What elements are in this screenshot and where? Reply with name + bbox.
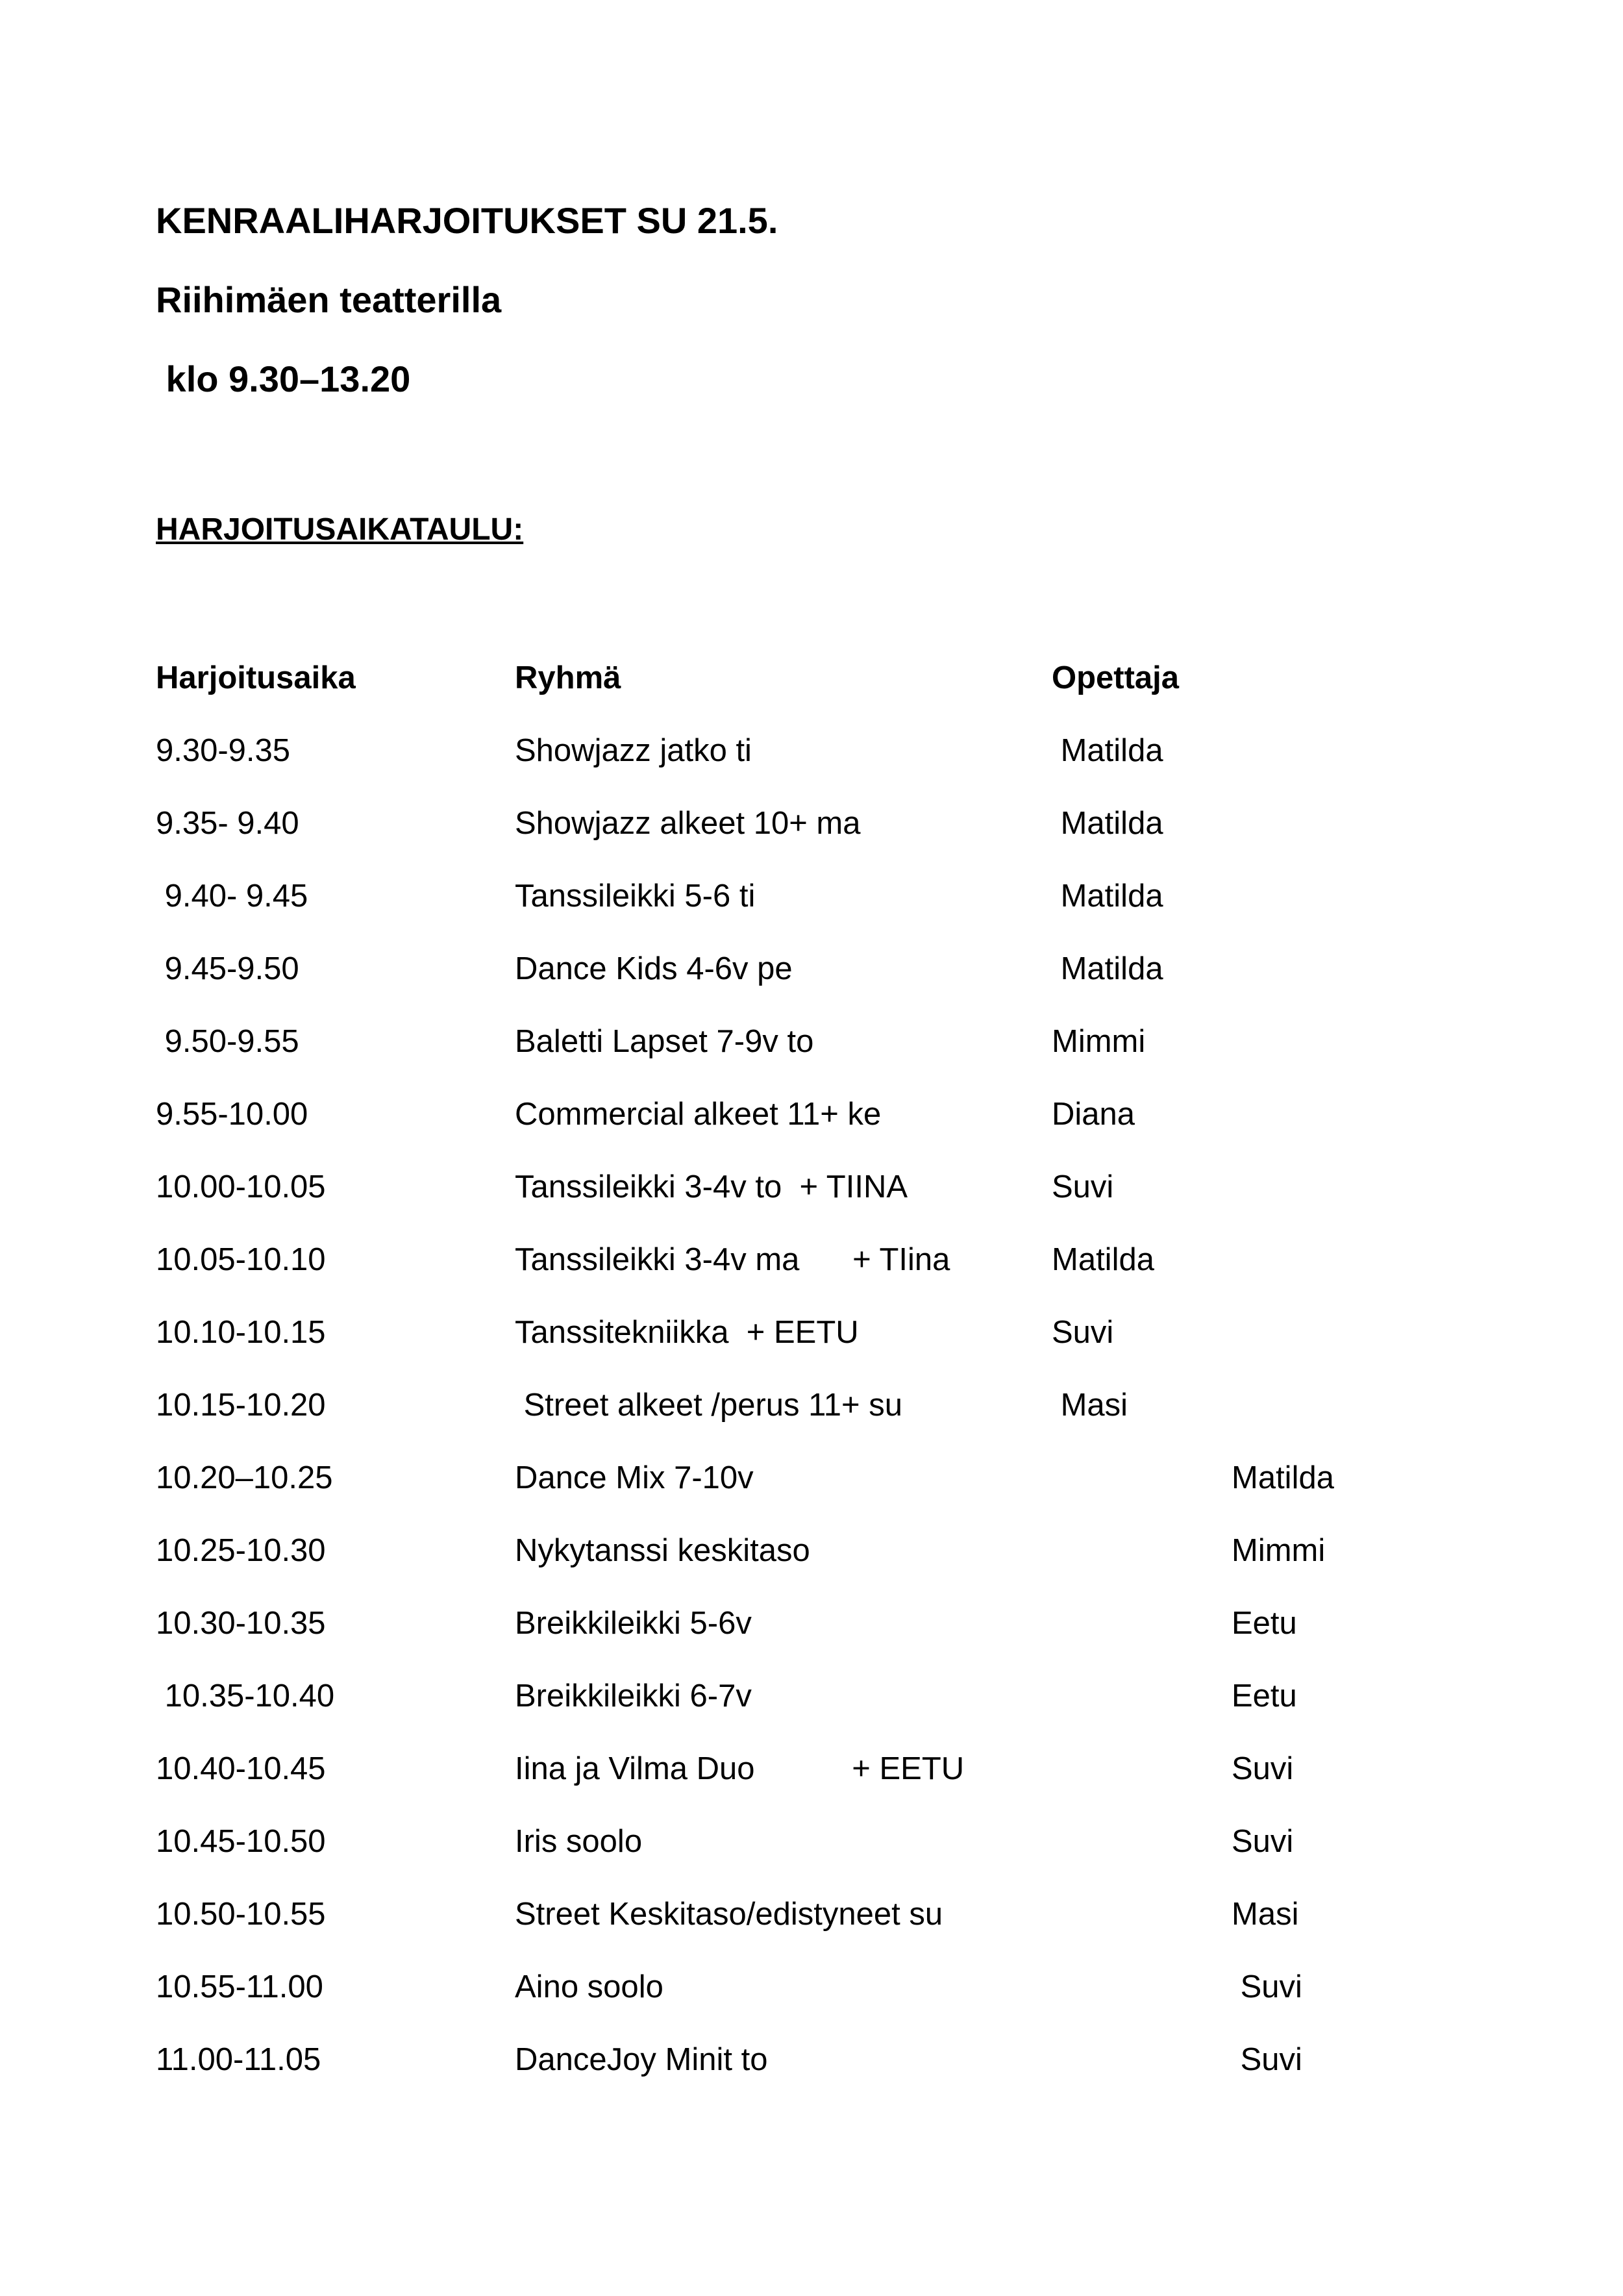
header-teacher: Opettaja: [1052, 660, 1180, 695]
row-teacher: Mimmi: [1052, 1024, 1146, 1059]
row-time: 10.40-10.45: [156, 1751, 326, 1786]
row-teacher: Masi: [1052, 1388, 1128, 1423]
row-group: Commercial alkeet 11+ ke: [515, 1097, 882, 1132]
row-group: Breikkileikki 6-7v: [515, 1678, 752, 1714]
row-teacher: Suvi: [1052, 1315, 1114, 1350]
row-teacher: Matilda: [1232, 1460, 1334, 1495]
row-group: Tanssileikki 3-4v ma + TIina: [515, 1242, 950, 1277]
row-teacher: Matilda: [1052, 951, 1163, 986]
row-time: 10.45-10.50: [156, 1824, 326, 1859]
row-time: 10.00-10.05: [156, 1169, 326, 1204]
row-group: Tanssileikki 5-6 ti: [515, 879, 756, 914]
row-group: Street alkeet /perus 11+ su: [515, 1388, 902, 1423]
row-time: 10.25-10.30: [156, 1533, 326, 1568]
row-time: 9.40- 9.45: [156, 879, 308, 914]
row-group: Dance Mix 7-10v: [515, 1460, 754, 1495]
row-time: 9.50-9.55: [156, 1024, 299, 1059]
row-time: 10.50-10.55: [156, 1897, 326, 1932]
row-time: 9.55-10.00: [156, 1097, 308, 1132]
row-teacher: Suvi: [1232, 1824, 1294, 1859]
row-teacher: Suvi: [1232, 2042, 1302, 2077]
row-group: Tanssileikki 3-4v to + TIINA: [515, 1169, 908, 1204]
row-teacher: Suvi: [1232, 1751, 1294, 1786]
row-teacher: Suvi: [1052, 1169, 1114, 1204]
row-group: Baletti Lapset 7-9v to: [515, 1024, 814, 1059]
section-title: HARJOITUSAIKATAULU:: [156, 512, 524, 547]
document-time: klo 9.30–13.20: [156, 358, 411, 399]
row-time: 10.55-11.00: [156, 1969, 323, 2004]
row-teacher: Diana: [1052, 1097, 1135, 1132]
row-group: Dance Kids 4-6v pe: [515, 951, 793, 986]
row-group: Nykytanssi keskitaso: [515, 1533, 810, 1568]
row-group: Showjazz jatko ti: [515, 733, 752, 768]
row-group: Aino soolo: [515, 1969, 663, 2004]
row-time: 9.45-9.50: [156, 951, 299, 986]
row-time: 9.35- 9.40: [156, 806, 299, 841]
row-teacher: Eetu: [1232, 1606, 1297, 1641]
row-time: 10.15-10.20: [156, 1388, 326, 1423]
row-group: Iina ja Vilma Duo + EETU: [515, 1751, 965, 1786]
document-location: Riihimäen teatterilla: [156, 279, 502, 320]
row-time: 10.10-10.15: [156, 1315, 326, 1350]
row-group: Tanssitekniikka + EETU: [515, 1315, 859, 1350]
row-teacher: Matilda: [1052, 879, 1163, 914]
row-group: Street Keskitaso/edistyneet su: [515, 1897, 943, 1932]
row-group: DanceJoy Minit to: [515, 2042, 768, 2077]
row-teacher: Matilda: [1052, 806, 1163, 841]
row-group: Showjazz alkeet 10+ ma: [515, 806, 861, 841]
row-time: 10.20–10.25: [156, 1460, 333, 1495]
header-time: Harjoitusaika: [156, 660, 356, 695]
row-teacher: Masi: [1232, 1897, 1299, 1932]
row-teacher: Mimmi: [1232, 1533, 1326, 1568]
row-teacher: Eetu: [1232, 1678, 1297, 1714]
row-group: Iris soolo: [515, 1824, 643, 1859]
row-teacher: Matilda: [1052, 1242, 1154, 1277]
row-time: 10.05-10.10: [156, 1242, 326, 1277]
row-group: Breikkileikki 5-6v: [515, 1606, 752, 1641]
row-teacher: Matilda: [1052, 733, 1163, 768]
header-group: Ryhmä: [515, 660, 621, 695]
row-time: 10.30-10.35: [156, 1606, 326, 1641]
row-time: 10.35-10.40: [156, 1678, 335, 1714]
row-time: 9.30-9.35: [156, 733, 291, 768]
document-title: KENRAALIHARJOITUKSET SU 21.5.: [156, 200, 778, 241]
row-teacher: Suvi: [1232, 1969, 1302, 2004]
row-time: 11.00-11.05: [156, 2042, 321, 2077]
